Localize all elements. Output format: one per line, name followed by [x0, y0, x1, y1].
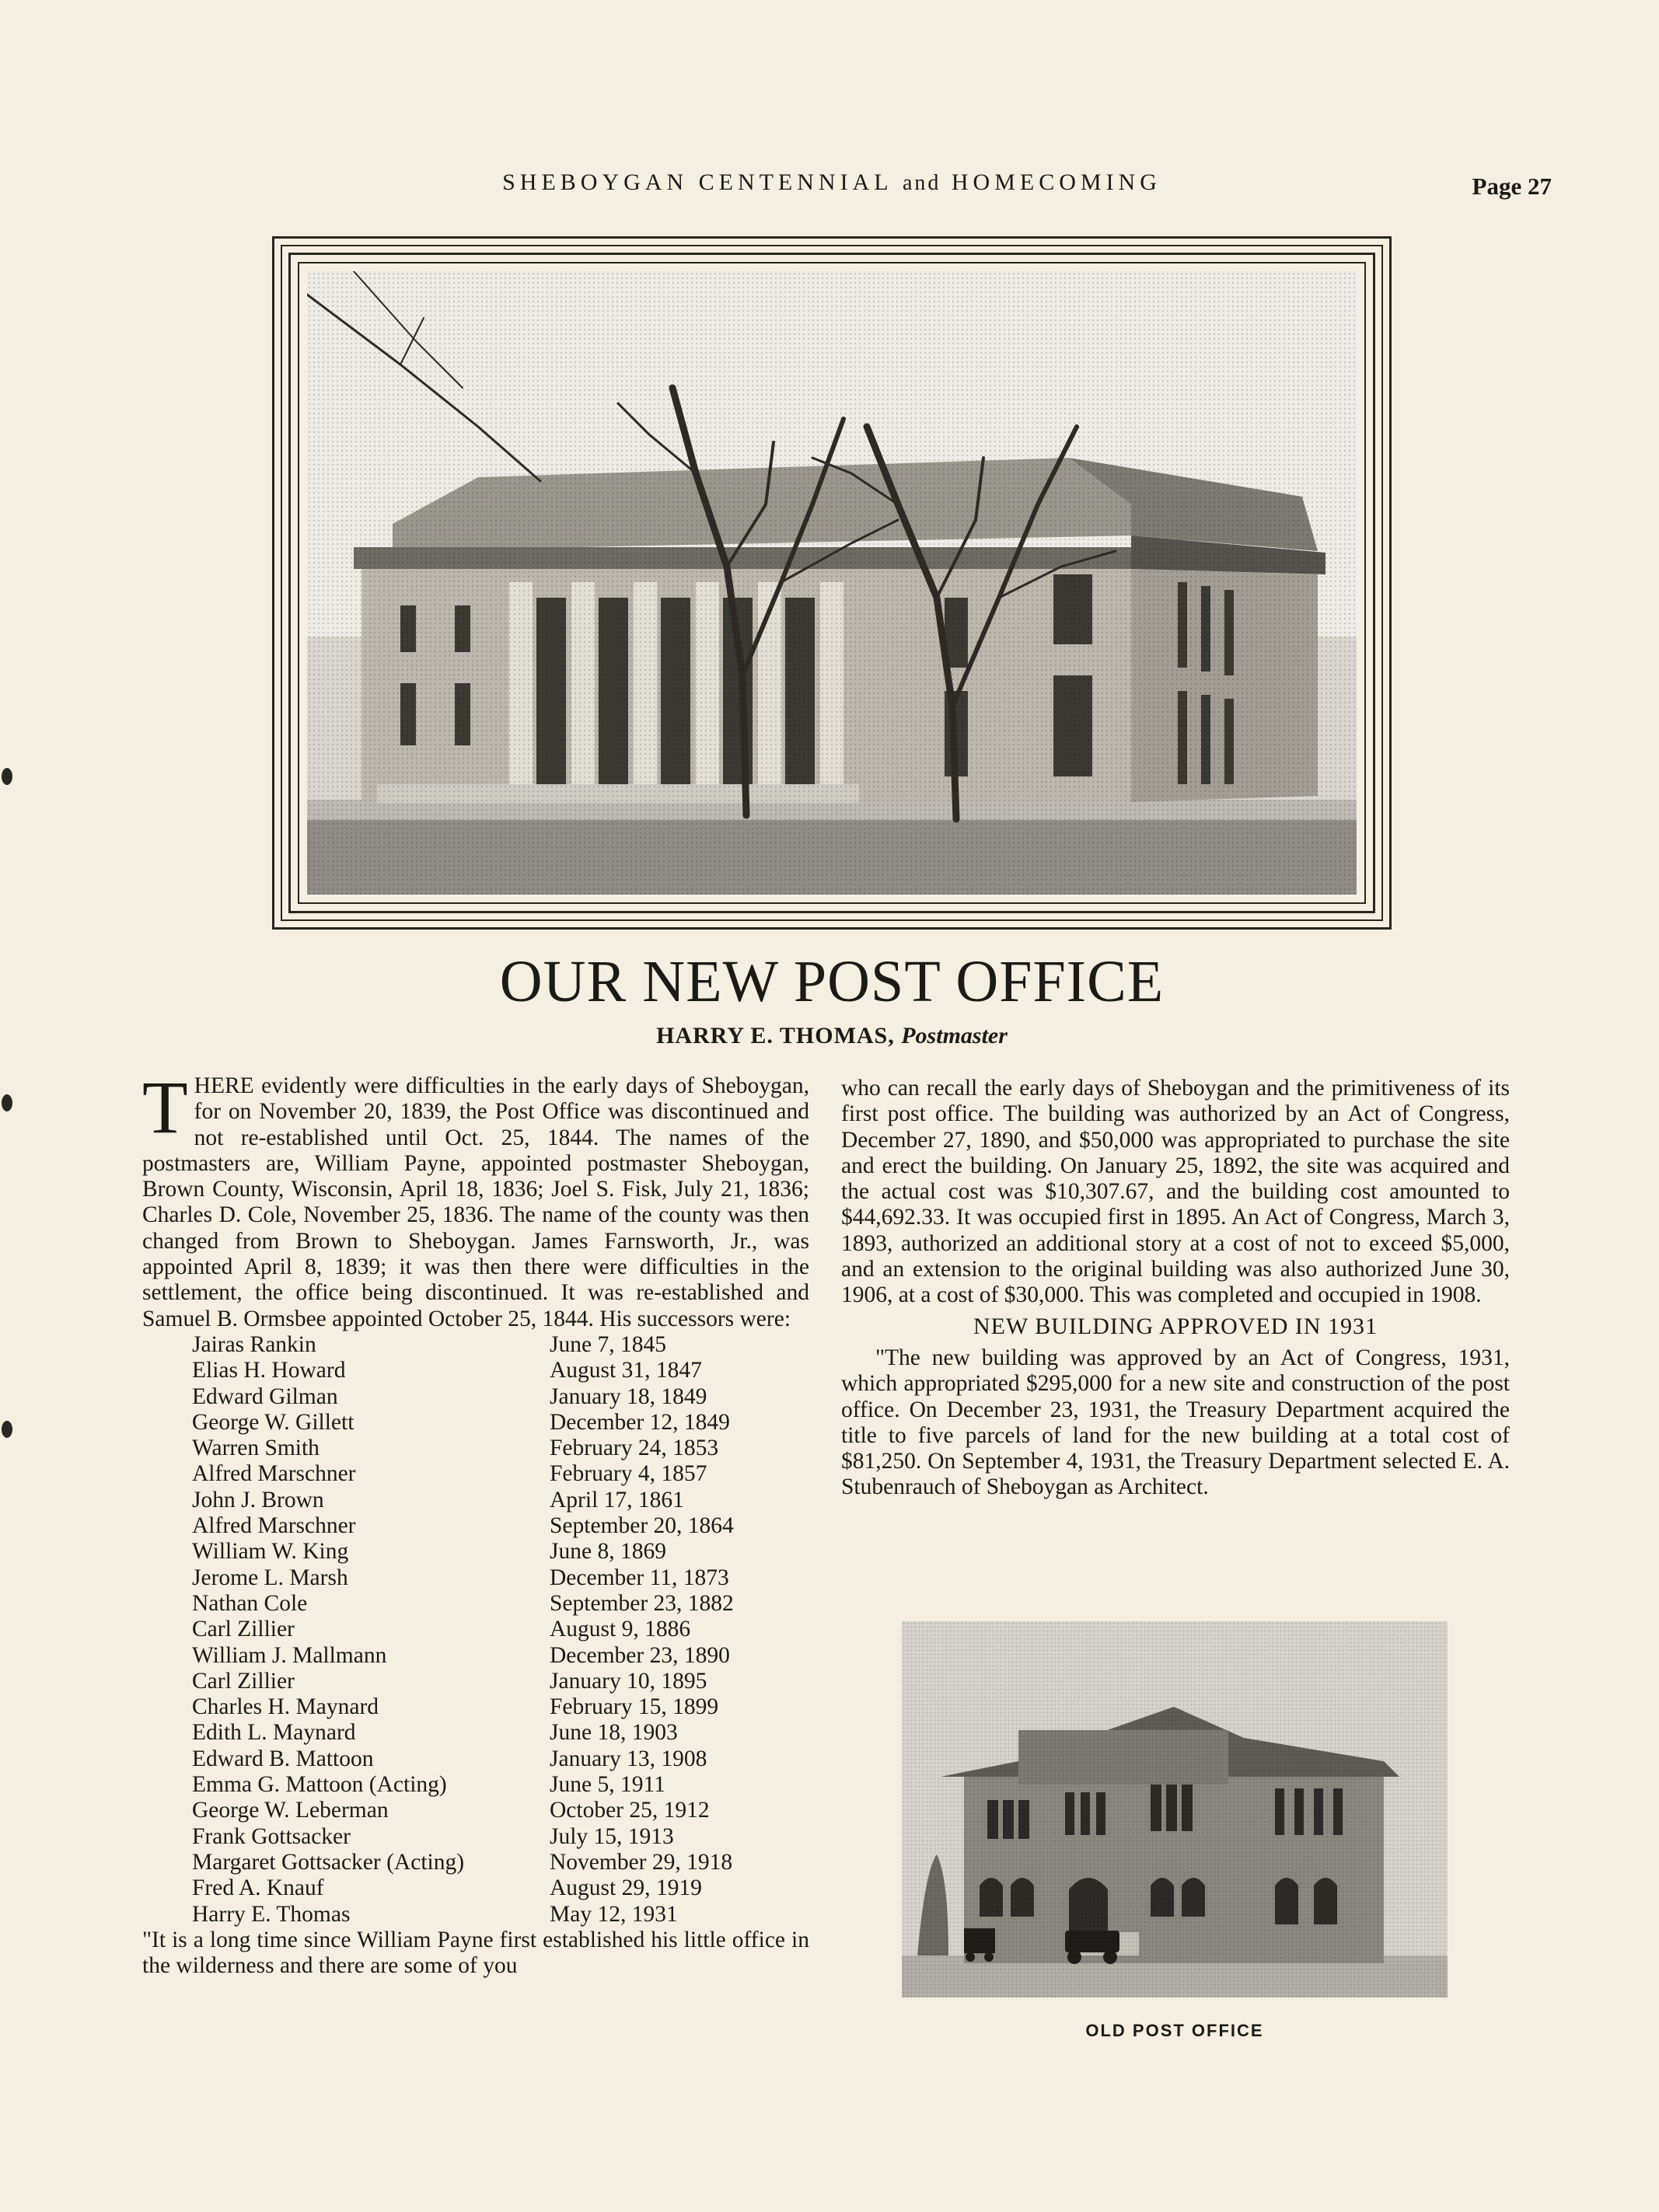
postmaster-name: Frank Gottsacker: [192, 1823, 351, 1849]
postmaster-row: [192, 1513, 734, 1539]
appointment-date: September 20, 1864: [550, 1513, 734, 1539]
postmaster-row: [192, 1669, 734, 1694]
left-column: [142, 1066, 809, 1979]
postmaster-row: [192, 1798, 734, 1823]
postmaster-name: Harry E. Thomas: [192, 1901, 351, 1927]
postmaster-row: [192, 1694, 734, 1720]
appointment-date: June 18, 1903: [550, 1720, 678, 1746]
postmaster-name: Jairas Rankin: [192, 1331, 316, 1357]
postmaster-row: [192, 1617, 734, 1642]
appointment-date: February 4, 1857: [550, 1461, 707, 1487]
appointment-date: July 15, 1913: [550, 1823, 674, 1849]
postmaster-list: [192, 1332, 734, 1928]
postmaster-name: Alfred Marschner: [192, 1513, 356, 1539]
main-photo-frame: [272, 236, 1392, 930]
appointment-date: April 17, 1861: [550, 1487, 684, 1512]
drop-cap: T: [142, 1066, 188, 1149]
postmaster-row: [192, 1591, 734, 1617]
postmaster-name: Carl Zillier: [192, 1668, 295, 1694]
postmaster-name: William W. King: [192, 1539, 349, 1565]
appointment-date: June 5, 1911: [550, 1772, 665, 1798]
postmaster-name: John J. Brown: [192, 1487, 324, 1512]
postmaster-row: [192, 1384, 734, 1410]
postmaster-name: Carl Zillier: [192, 1617, 295, 1642]
author-role: Postmaster: [901, 1023, 1008, 1048]
byline: [466, 1023, 1197, 1049]
new-building-paragraph: "The new building was approved by an Act of Congress, 1931, which appropriated $295,000 for a new site and construction of the post office. On December 23, 1931, the Treasury Department acquired the title to five parcels of land for the new building at a total cost of $81,250. On September 4, 1931, the Treasury Department selected E. A. Stubenrauch of Sheboygan as Architect.: [841, 1345, 1510, 1500]
postmaster-name: George W. Leberman: [192, 1798, 389, 1823]
postmaster-row: [192, 1746, 734, 1772]
new-post-office-photo: [307, 271, 1357, 895]
appointment-date: August 31, 1847: [550, 1358, 702, 1383]
article-title: OUR NEW POST OFFICE: [499, 949, 1165, 1014]
postmaster-name: Edward B. Mattoon: [192, 1746, 374, 1771]
page-number: Page 27: [1472, 173, 1552, 200]
appointment-date: August 29, 1919: [550, 1875, 702, 1901]
author-name: HARRY E. THOMAS,: [656, 1023, 895, 1048]
photo-caption: OLD POST OFFICE: [1085, 2021, 1264, 2040]
postmaster-name: Fred A. Knauf: [192, 1875, 324, 1901]
postmaster-name: Margaret Gottsacker (Acting): [192, 1849, 465, 1875]
running-header: SHEBOYGAN CENTENNIAL and HOMECOMING: [502, 169, 1161, 195]
appointment-date: December 11, 1873: [550, 1565, 729, 1590]
closing-paragraph-start: "It is a long time since William Payne first established his little office in the wilderness and there are some of you: [142, 1927, 809, 1979]
postmaster-row: [192, 1824, 734, 1850]
appointment-date: January 13, 1908: [550, 1746, 707, 1771]
postmaster-name: Elias H. Howard: [192, 1358, 346, 1383]
right-column: [841, 1076, 1510, 1501]
postmaster-row: [192, 1410, 734, 1436]
appointment-date: December 23, 1890: [550, 1642, 730, 1668]
postmaster-row: [192, 1565, 734, 1591]
appointment-date: August 9, 1886: [550, 1617, 691, 1642]
appointment-date: December 12, 1849: [550, 1409, 730, 1435]
postmaster-name: Edith L. Maynard: [192, 1720, 356, 1746]
postmaster-name: Alfred Marschner: [192, 1461, 356, 1487]
appointment-date: February 15, 1899: [550, 1694, 719, 1720]
appointment-date: June 7, 1845: [550, 1331, 666, 1357]
history-paragraph: who can recall the early days of Sheboygan and the primitiveness of its first post office. The building was authorized by an Act of Congress, December 27, 1890, and $50,000 was appropriated to purchase the site and erect the building. On January 25, 1892, the site was acquired and the actual cost was $10,307.67, and the building cost amounted to $44,692.33. It was occupied first in 1895. An Act of Congress, March 3, 1893, authorized an additional story at a cost of not to exceed $5,000, and an extension to the original building was also authorized June 30, 1906, at a cost of $30,000. This was completed and occupied in 1908.: [841, 1076, 1510, 1308]
postmaster-name: Charles H. Maynard: [192, 1694, 379, 1720]
postmaster-row: [192, 1643, 734, 1669]
postmaster-row: [192, 1902, 734, 1928]
postmaster-name: William J. Mallmann: [192, 1642, 387, 1668]
appointment-date: January 18, 1849: [550, 1383, 707, 1409]
postmaster-row: [192, 1720, 734, 1746]
postmaster-row: [192, 1332, 734, 1358]
postmaster-name: Jerome L. Marsh: [192, 1565, 348, 1590]
appointment-date: October 25, 1912: [550, 1798, 710, 1823]
old-post-office-photo: [902, 1621, 1448, 1997]
intro-paragraph: THERE evidently were difficulties in the early days of Sheboygan, for on November 20, 1839, the Post Office was discontinued and not re-established until Oct. 25, 1844. The names of the postmasters are, William Payne, appointed postmaster Sheboygan, Brown County, Wisconsin, April 18, 1836; Joel S. Fisk, July 21, 1836; Charles D. Cole, November 25, 1836. The name of the county was then changed from Brown to Sheboygan. James Farnsworth, Jr., was appointed April 8, 1839; it was then there were difficulties in the settlement, the office being discontinued. It was re-established and Samuel B. Ormsbee appointed October 25, 1844. His successors were:: [142, 1066, 809, 1331]
postmaster-row: [192, 1358, 734, 1383]
postmaster-row: [192, 1488, 734, 1513]
postmaster-name: Warren Smith: [192, 1436, 320, 1461]
postmaster-row: [192, 1539, 734, 1565]
postmaster-row: [192, 1461, 734, 1487]
section-subhead: NEW BUILDING APPROVED IN 1931: [973, 1313, 1378, 1339]
postmaster-name: Emma G. Mattoon (Acting): [192, 1772, 447, 1798]
appointment-date: January 10, 1895: [550, 1668, 707, 1694]
appointment-date: June 8, 1869: [550, 1539, 666, 1565]
postmaster-name: Nathan Cole: [192, 1590, 308, 1616]
postmaster-name: George W. Gillett: [192, 1409, 355, 1435]
appointment-date: November 29, 1918: [550, 1849, 733, 1875]
appointment-date: May 12, 1931: [550, 1901, 678, 1927]
postmaster-row: [192, 1875, 734, 1901]
postmaster-row: [192, 1436, 734, 1461]
postmaster-row: [192, 1850, 734, 1875]
postmaster-row: [192, 1772, 734, 1798]
appointment-date: September 23, 1882: [550, 1590, 734, 1616]
postmaster-name: Edward Gilman: [192, 1383, 338, 1409]
appointment-date: February 24, 1853: [550, 1436, 719, 1461]
